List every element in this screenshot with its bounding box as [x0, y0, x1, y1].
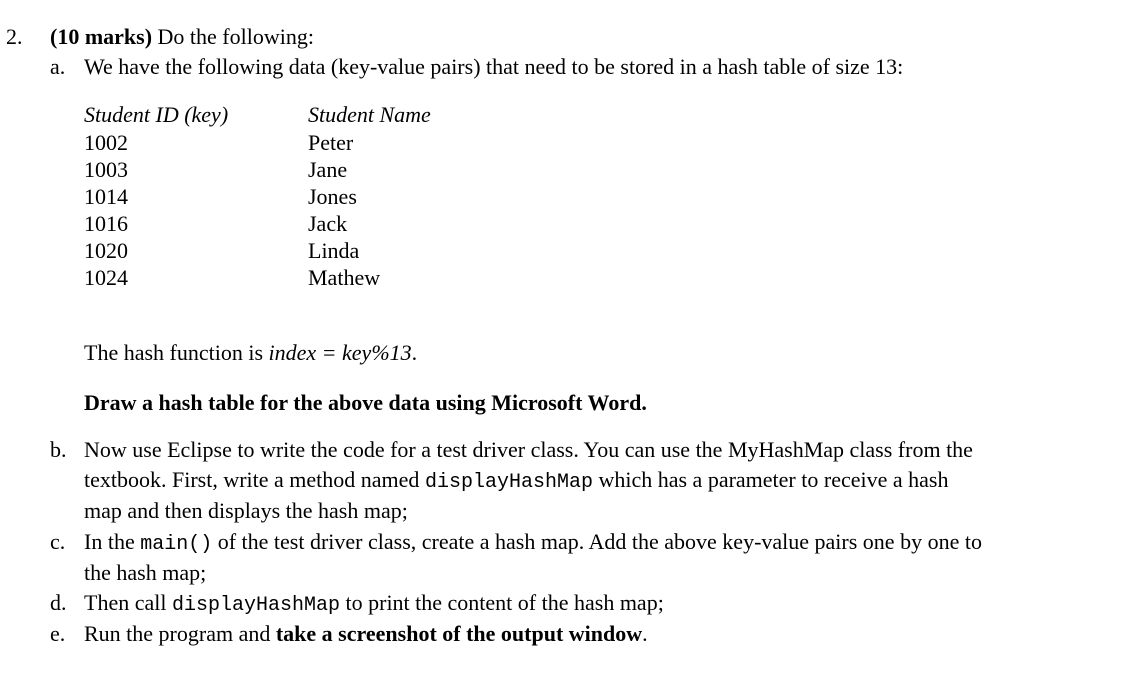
- hash-function-line: The hash function is index = key%13.: [84, 340, 418, 365]
- draw-instruction: Draw a hash table for the above data using Microsoft Word.: [84, 390, 647, 415]
- table-header-name: Student Name: [308, 102, 431, 127]
- question-marks: (10 marks): [50, 24, 153, 49]
- hash-formula: index = key%13: [268, 340, 412, 365]
- screenshot-instruction: take a screenshot of the output window: [275, 621, 643, 646]
- part-c-line1: In the main() of the test driver class, create a hash map. Add the above key-value pairs one by one to: [84, 529, 982, 556]
- part-b-line2: textbook. First, write a method named displayHashMap which has a parameter to receive a hash: [84, 467, 949, 494]
- table-cell-name: Jones: [308, 184, 357, 209]
- table-cell-key: 1003: [84, 157, 128, 182]
- code-main: main(): [140, 533, 213, 556]
- part-e-line: Run the program and take a screenshot of the output window.: [84, 621, 648, 646]
- table-cell-name: Peter: [308, 130, 354, 155]
- part-c-letter: c.: [50, 529, 66, 554]
- question-intro: Do the following:: [152, 24, 314, 49]
- part-d-letter: d.: [50, 590, 67, 615]
- part-d-line: Then call displayHashMap to print the content of the hash map;: [84, 590, 664, 617]
- table-cell-name: Jack: [308, 211, 348, 236]
- code-display-hash-map: displayHashMap: [424, 471, 593, 494]
- question-number: 2.: [6, 24, 23, 49]
- table-header-key: Student ID (key): [84, 102, 229, 127]
- table-cell-key: 1014: [84, 184, 128, 209]
- part-e-letter: e.: [50, 621, 66, 646]
- table-cell-key: 1002: [84, 130, 128, 155]
- code-display-hash-map: displayHashMap: [171, 594, 340, 617]
- part-b-line3: map and then displays the hash map;: [84, 498, 408, 523]
- question-header: [50, 24, 314, 50]
- table-cell-name: Mathew: [308, 265, 381, 290]
- table-cell-key: 1020: [84, 238, 128, 263]
- part-a-text: We have the following data (key-value pairs) that need to be stored in a hash table of size 13:: [84, 54, 904, 79]
- table-cell-key: 1016: [84, 211, 128, 236]
- part-b-letter: b.: [50, 437, 67, 462]
- table-cell-name: Jane: [308, 157, 348, 182]
- part-c-line2: the hash map;: [84, 560, 207, 585]
- part-a-letter: a.: [50, 54, 66, 79]
- table-cell-name: Linda: [308, 238, 360, 263]
- table-cell-key: 1024: [84, 265, 128, 290]
- part-b-line1: Now use Eclipse to write the code for a test driver class. You can use the MyHashMap class from the: [84, 437, 973, 462]
